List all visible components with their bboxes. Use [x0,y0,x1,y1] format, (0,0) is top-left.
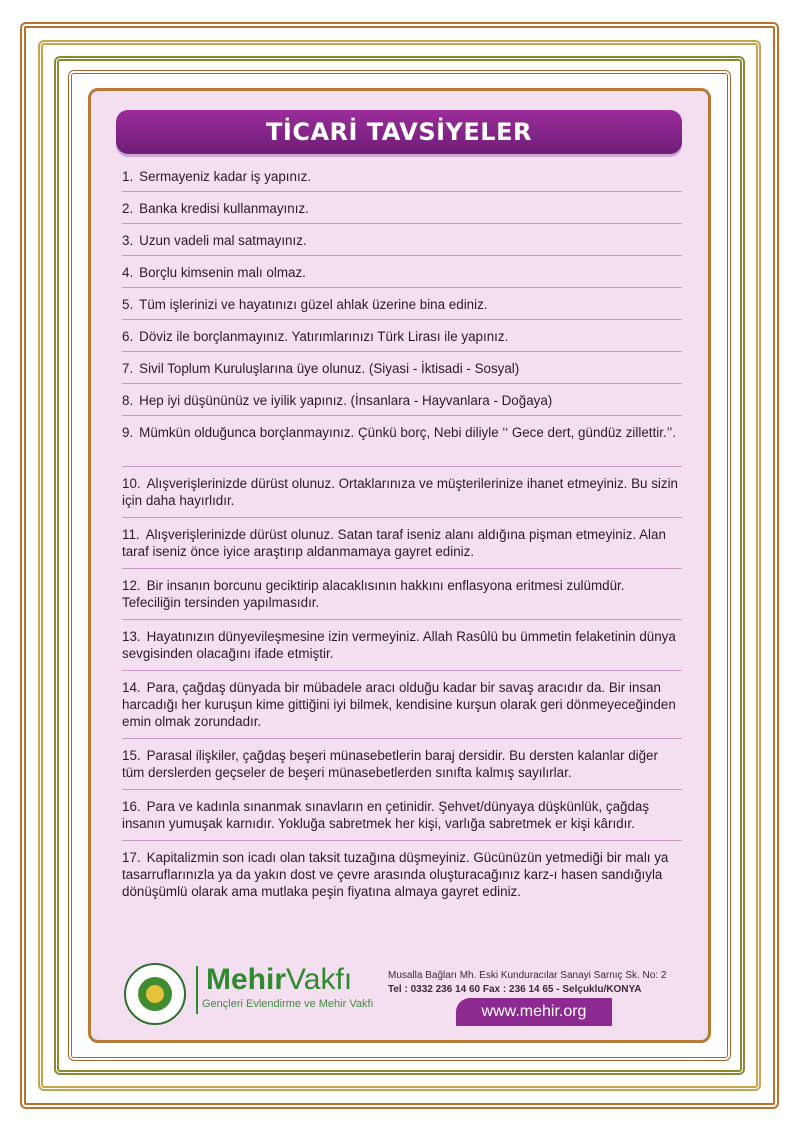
item-number: 16. [122,799,141,814]
phone-fax-line: Tel : 0332 236 14 60 Fax : 236 14 65 - Selçuklu/KONYA [388,984,642,995]
list-item [122,160,682,192]
item-number: 12. [122,578,141,593]
item-number: 13. [122,629,141,644]
list-item [122,256,682,288]
item-text: Sivil Toplum Kuruluşlarına üye olunuz. (Siyasi - İktisadi - Sosyal) [139,361,520,376]
brand-logo-text [206,962,352,998]
list-item [122,320,682,352]
item-text: Borçlu kimsenin malı olmaz. [139,265,306,280]
item-number: 10. [122,476,141,491]
list-item [122,352,682,384]
item-number: 7. [122,361,134,376]
list-item [122,224,682,256]
website-link[interactable]: www.mehir.org [481,1003,587,1020]
list-item [122,620,682,671]
list-item [122,288,682,320]
item-text: Para, çağdaş dünyada bir mübadele aracı olduğu kadar bir savaş aracıdır da. Bir insan harcadığı her kuruşun kime gittiğini iyi bilmek, kendisine kurşun olarak geri dönmeyeceğinden emin olmak zorundadır. [122,680,676,729]
page-title: TİCARİ TAVSİYELER [266,118,532,146]
list-item [122,790,682,841]
list-item [122,467,682,518]
brand-divider [196,966,198,1014]
item-text: Para ve kadınla sınanmak sınavların en çetinidir. Şehvet/dünyaya düşkünlük, çağdaş insanın yumuşak karnıdır. Yokluğa sabretmek her kişi, varlığa sabretmek er kişi kârıdır. [122,799,650,831]
item-number: 2. [122,201,134,216]
item-text: Alışverişlerinizde dürüst olunuz. Ortaklarınıza ve müşterilerinize ihanet etmeyiniz. Bu sizin için daha hayırlıdır. [122,476,679,508]
item-number: 15. [122,748,141,763]
item-number: 3. [122,233,134,248]
item-number: 9. [122,425,134,440]
item-number: 8. [122,393,134,408]
item-text: Sermayeniz kadar iş yapınız. [139,169,312,184]
item-number: 5. [122,297,134,312]
list-item [122,192,682,224]
item-number: 14. [122,680,141,695]
title-banner [116,110,682,154]
item-text: Tüm işlerinizi ve hayatınızı güzel ahlak üzerine bina ediniz. [139,297,488,312]
list-item [122,671,682,739]
list-item [122,569,682,620]
contact-block [388,969,688,997]
brand-name-bold: Mehir [206,963,287,996]
item-text: Mümkün olduğunca borçlanmayınız. Çünkü borç, Nebi diliyle ‘‘ Gece dert, gündüz zillettir.’’. [139,425,677,440]
seal-flower-icon [146,985,164,1003]
item-text: Hep iyi düşününüz ve iyilik yapınız. (İnsanlara - Hayvanlara - Doğaya) [139,393,553,408]
foundation-seal-logo [124,963,186,1025]
item-text: Döviz ile borçlanmayınız. Yatırımlarınızı Türk Lirası ile yapınız. [139,329,509,344]
list-item [122,384,682,416]
list-item [122,416,682,467]
address-line: Musalla Bağları Mh. Eski Kunduracılar Sanayi Sarnıç Sk. No: 2 [388,970,667,981]
item-number: 4. [122,265,134,280]
item-text: Hayatınızın dünyevileşmesine izin vermeyiniz. Allah Rasûlü bu ümmetin felaketinin dünya sevgisinden olacağını ifade etmiştir. [122,629,676,661]
item-text: Alışverişlerinizde dürüst olunuz. Satan taraf iseniz alanı aldığına pişman etmeyiniz. Alan taraf iseniz önce iyice araştırıp aldanmamaya gayret ediniz. [122,527,666,559]
list-item [122,518,682,569]
item-text: Uzun vadeli mal satmayınız. [139,233,307,248]
item-text: Parasal ilişkiler, çağdaş beşeri münasebetlerin baraj dersidir. Bu dersten kalanlar diğer tüm derslerden geçseler de beşeri münasebetlerden sınıfta kalmış sayılırlar. [122,748,658,780]
item-number: 1. [122,169,134,184]
item-text: Kapitalizmin son icadı olan taksit tuzağına düşmeyiniz. Gücünüzün yetmediği bir malı ya tasarruflarınızla ya da yakın dost ve çevre arasında oluşturacağınız karz-ı hasen sandığıyla dönüşümlü olarak ama mutlaka peşin fiyatına almaya gayret ediniz. [122,850,669,899]
item-number: 11. [122,527,140,542]
brand-subtitle: Gençleri Evlendirme ve Mehir Vakfı [202,998,374,1010]
item-number: 6. [122,329,134,344]
advice-list [122,160,682,913]
list-item [122,739,682,790]
item-text: Bir insanın borcunu geciktirip alacaklısının hakkını enflasyona eritmesi zulümdür. Tefeciliğin tersinden yapılmasıdır. [122,578,625,610]
brand-name-light: Vakfı [286,963,353,996]
website-badge[interactable] [456,998,612,1026]
list-item [122,841,682,913]
item-text: Banka kredisi kullanmayınız. [139,201,309,216]
item-number: 17. [122,850,141,865]
